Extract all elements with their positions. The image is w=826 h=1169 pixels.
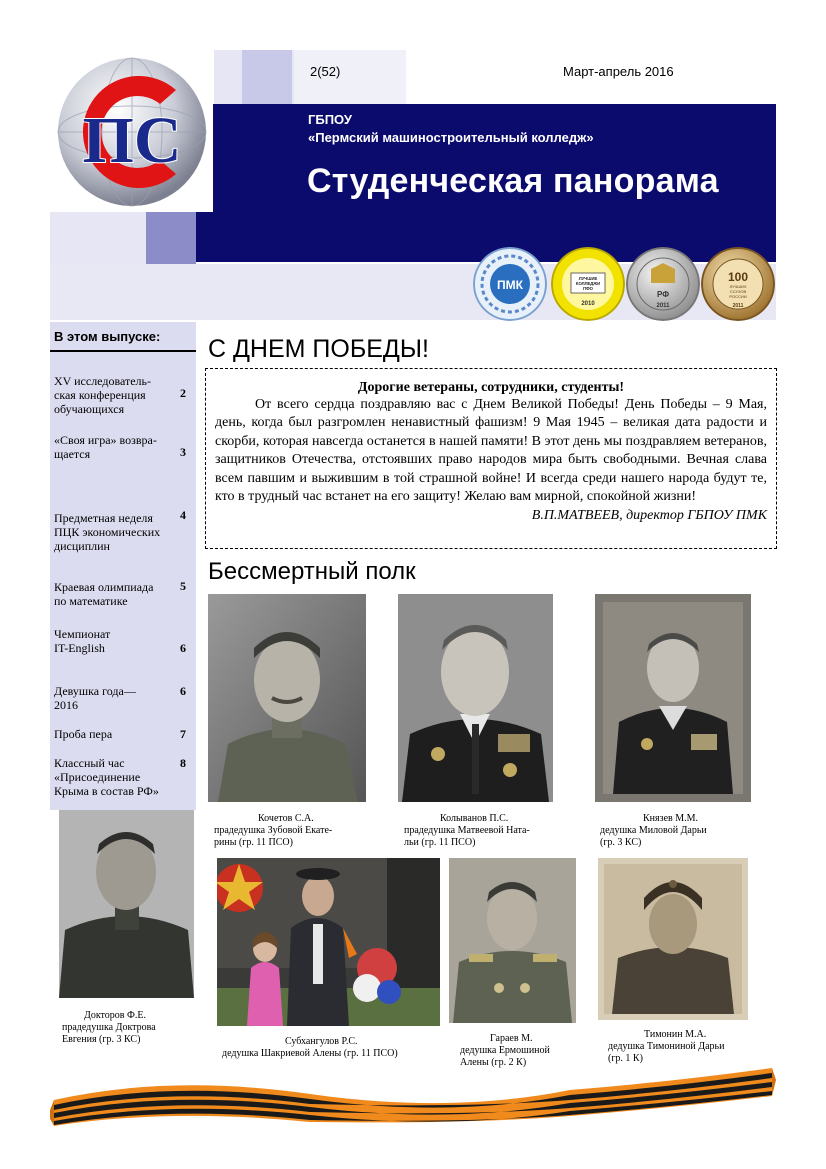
regiment-heading: Бессмертный полк [208, 558, 416, 585]
photo-caption-name: Князев М.М. [643, 813, 699, 824]
issue-date: Март-апрель 2016 [563, 64, 674, 79]
org-abbrev: ГБПОУ [308, 112, 352, 127]
toc-divider [50, 350, 196, 352]
victory-heading: С ДНЕМ ПОБЕДЫ! [208, 335, 429, 363]
svg-text:ПФО: ПФО [583, 286, 593, 291]
award-badges [470, 247, 776, 323]
photo-caption-relation: Алены (гр. 2 К) [460, 1057, 527, 1068]
toc-item[interactable]: Краевая олимпиада по математике [54, 580, 154, 608]
veteran-photo [598, 858, 748, 1020]
veteran-photo [398, 594, 553, 802]
st-george-ribbon-icon [50, 1060, 776, 1130]
greeting-box [205, 368, 777, 549]
toc-item[interactable]: Классный час «Присоединение Крыма в состав РФ» [54, 756, 159, 798]
toc-page-number: 4 [180, 508, 186, 522]
greeting-signature: В.П.МАТВЕЕВ, директор ГБПОУ ПМК [531, 508, 767, 524]
svg-text:ПС: ПС [82, 104, 182, 177]
svg-text:ССУЗОВ: ССУЗОВ [729, 289, 747, 294]
veteran-photo [59, 810, 194, 998]
photo-caption-relation: прадедушка Доктрова [62, 1022, 156, 1033]
toc-item[interactable]: Проба пера [54, 727, 113, 741]
toc-item[interactable]: Чемпионат IT-English [54, 627, 111, 655]
greeting-title: Дорогие ветераны, сотрудники, студенты! [357, 380, 625, 395]
photo-caption-relation: прадедушка Зубовой Екате- [214, 825, 333, 836]
photo-caption-relation: дедушка Ермошиной [460, 1045, 550, 1056]
svg-text:КОЛЛЕДЖИ: КОЛЛЕДЖИ [575, 281, 601, 286]
toc-item[interactable]: XV исследователь- ская конференция обучающихся [54, 374, 152, 416]
svg-text:100: 100 [727, 270, 749, 284]
greeting-text: От всего сердца поздравляю вас с Днем Великой Победы! День Победы – 9 Мая, день, когда был разгромлен ненавистный фашизм! 9 Мая 1945 – великая дата радости и скорби, которая навсегда останется в нашей памяти! В этот день мы поздравляем ветеранов, защитников Отечества, отстоявших право народов мира быть свободными. Вечная слава всем павшим и выжившим в той страшной войне! И всегда среди нашего народа будут те, кто в трудный час встанет на его защиту! Желаю вам мирной, спокойной жизни! [215, 397, 767, 505]
toc-heading: В этом выпуске: [54, 329, 161, 344]
svg-text:ЛУЧШИЕ: ЛУЧШИЕ [578, 276, 598, 281]
photo-caption-name: Гараев М. [490, 1033, 533, 1044]
veteran-photo [217, 858, 440, 1026]
toc-item[interactable]: Предметная неделя ПЦК экономических дисциплин [54, 511, 161, 553]
deco-square [242, 50, 292, 104]
photo-caption-name: Тимонин М.А. [644, 1029, 707, 1040]
deco-square [50, 212, 146, 264]
photo-caption-relation: дедушка Тимониной Дарьи [608, 1041, 725, 1052]
veteran-photo [449, 858, 576, 1023]
toc-page-number: 8 [180, 756, 186, 770]
svg-text:2011: 2011 [732, 303, 744, 309]
photo-caption-name: Кочетов С.А. [258, 813, 314, 824]
toc-page-number: 7 [180, 727, 186, 741]
org-name: «Пермский машиностроительный колледж» [308, 130, 594, 145]
silver-medal-icon [626, 247, 700, 321]
gold-medal-icon [701, 247, 775, 321]
toc-page-number: 3 [180, 445, 186, 459]
svg-text:2011: 2011 [656, 303, 670, 309]
toc-item[interactable]: Девушка года— 2016 [54, 684, 136, 712]
svg-text:ПМК: ПМК [497, 278, 523, 292]
photo-caption-relation: рины (гр. 11 ПСО) [214, 837, 293, 848]
toc-item[interactable]: «Своя игра» возвра- щается [54, 433, 157, 461]
photo-caption-relation: дедушка Миловой Дарьи [600, 825, 707, 836]
newspaper-title: Студенческая панорама [307, 162, 719, 200]
toc-page-number: 6 [180, 684, 186, 698]
college-logo [48, 50, 213, 212]
photo-caption-relation: льи (гр. 11 ПСО) [404, 837, 476, 848]
svg-text:2010: 2010 [581, 301, 595, 307]
svg-text:ЛУЧШИХ: ЛУЧШИХ [729, 284, 747, 289]
best-college-badge-icon [551, 247, 625, 321]
svg-text:РОССИИ: РОССИИ [729, 294, 747, 299]
photo-caption-name: Субхангулов Р.С. [285, 1036, 358, 1047]
toc-page-number: 6 [180, 641, 186, 655]
toc-page-number: 2 [180, 386, 186, 400]
svg-text:РФ: РФ [656, 290, 670, 299]
deco-square [146, 212, 196, 264]
photo-caption-relation: (гр. 3 КС) [600, 837, 642, 848]
veteran-photo [595, 594, 751, 802]
photo-caption-name: Колыванов П.С. [440, 813, 509, 824]
toc-page-number: 5 [180, 579, 186, 593]
photo-caption-name: Докторов Ф.Е. [84, 1010, 147, 1021]
photo-caption-relation: Евгения (гр. 3 КС) [62, 1034, 141, 1045]
photo-caption-relation: прадедушка Матвеевой Ната- [404, 825, 530, 836]
issue-number: 2(52) [310, 64, 341, 79]
pmk-badge-icon [473, 247, 547, 321]
photo-caption-relation: дедушка Шакриевой Алены (гр. 11 ПСО) [222, 1048, 398, 1059]
photo-caption-relation: (гр. 1 К) [608, 1053, 643, 1064]
veteran-photo [208, 594, 366, 802]
